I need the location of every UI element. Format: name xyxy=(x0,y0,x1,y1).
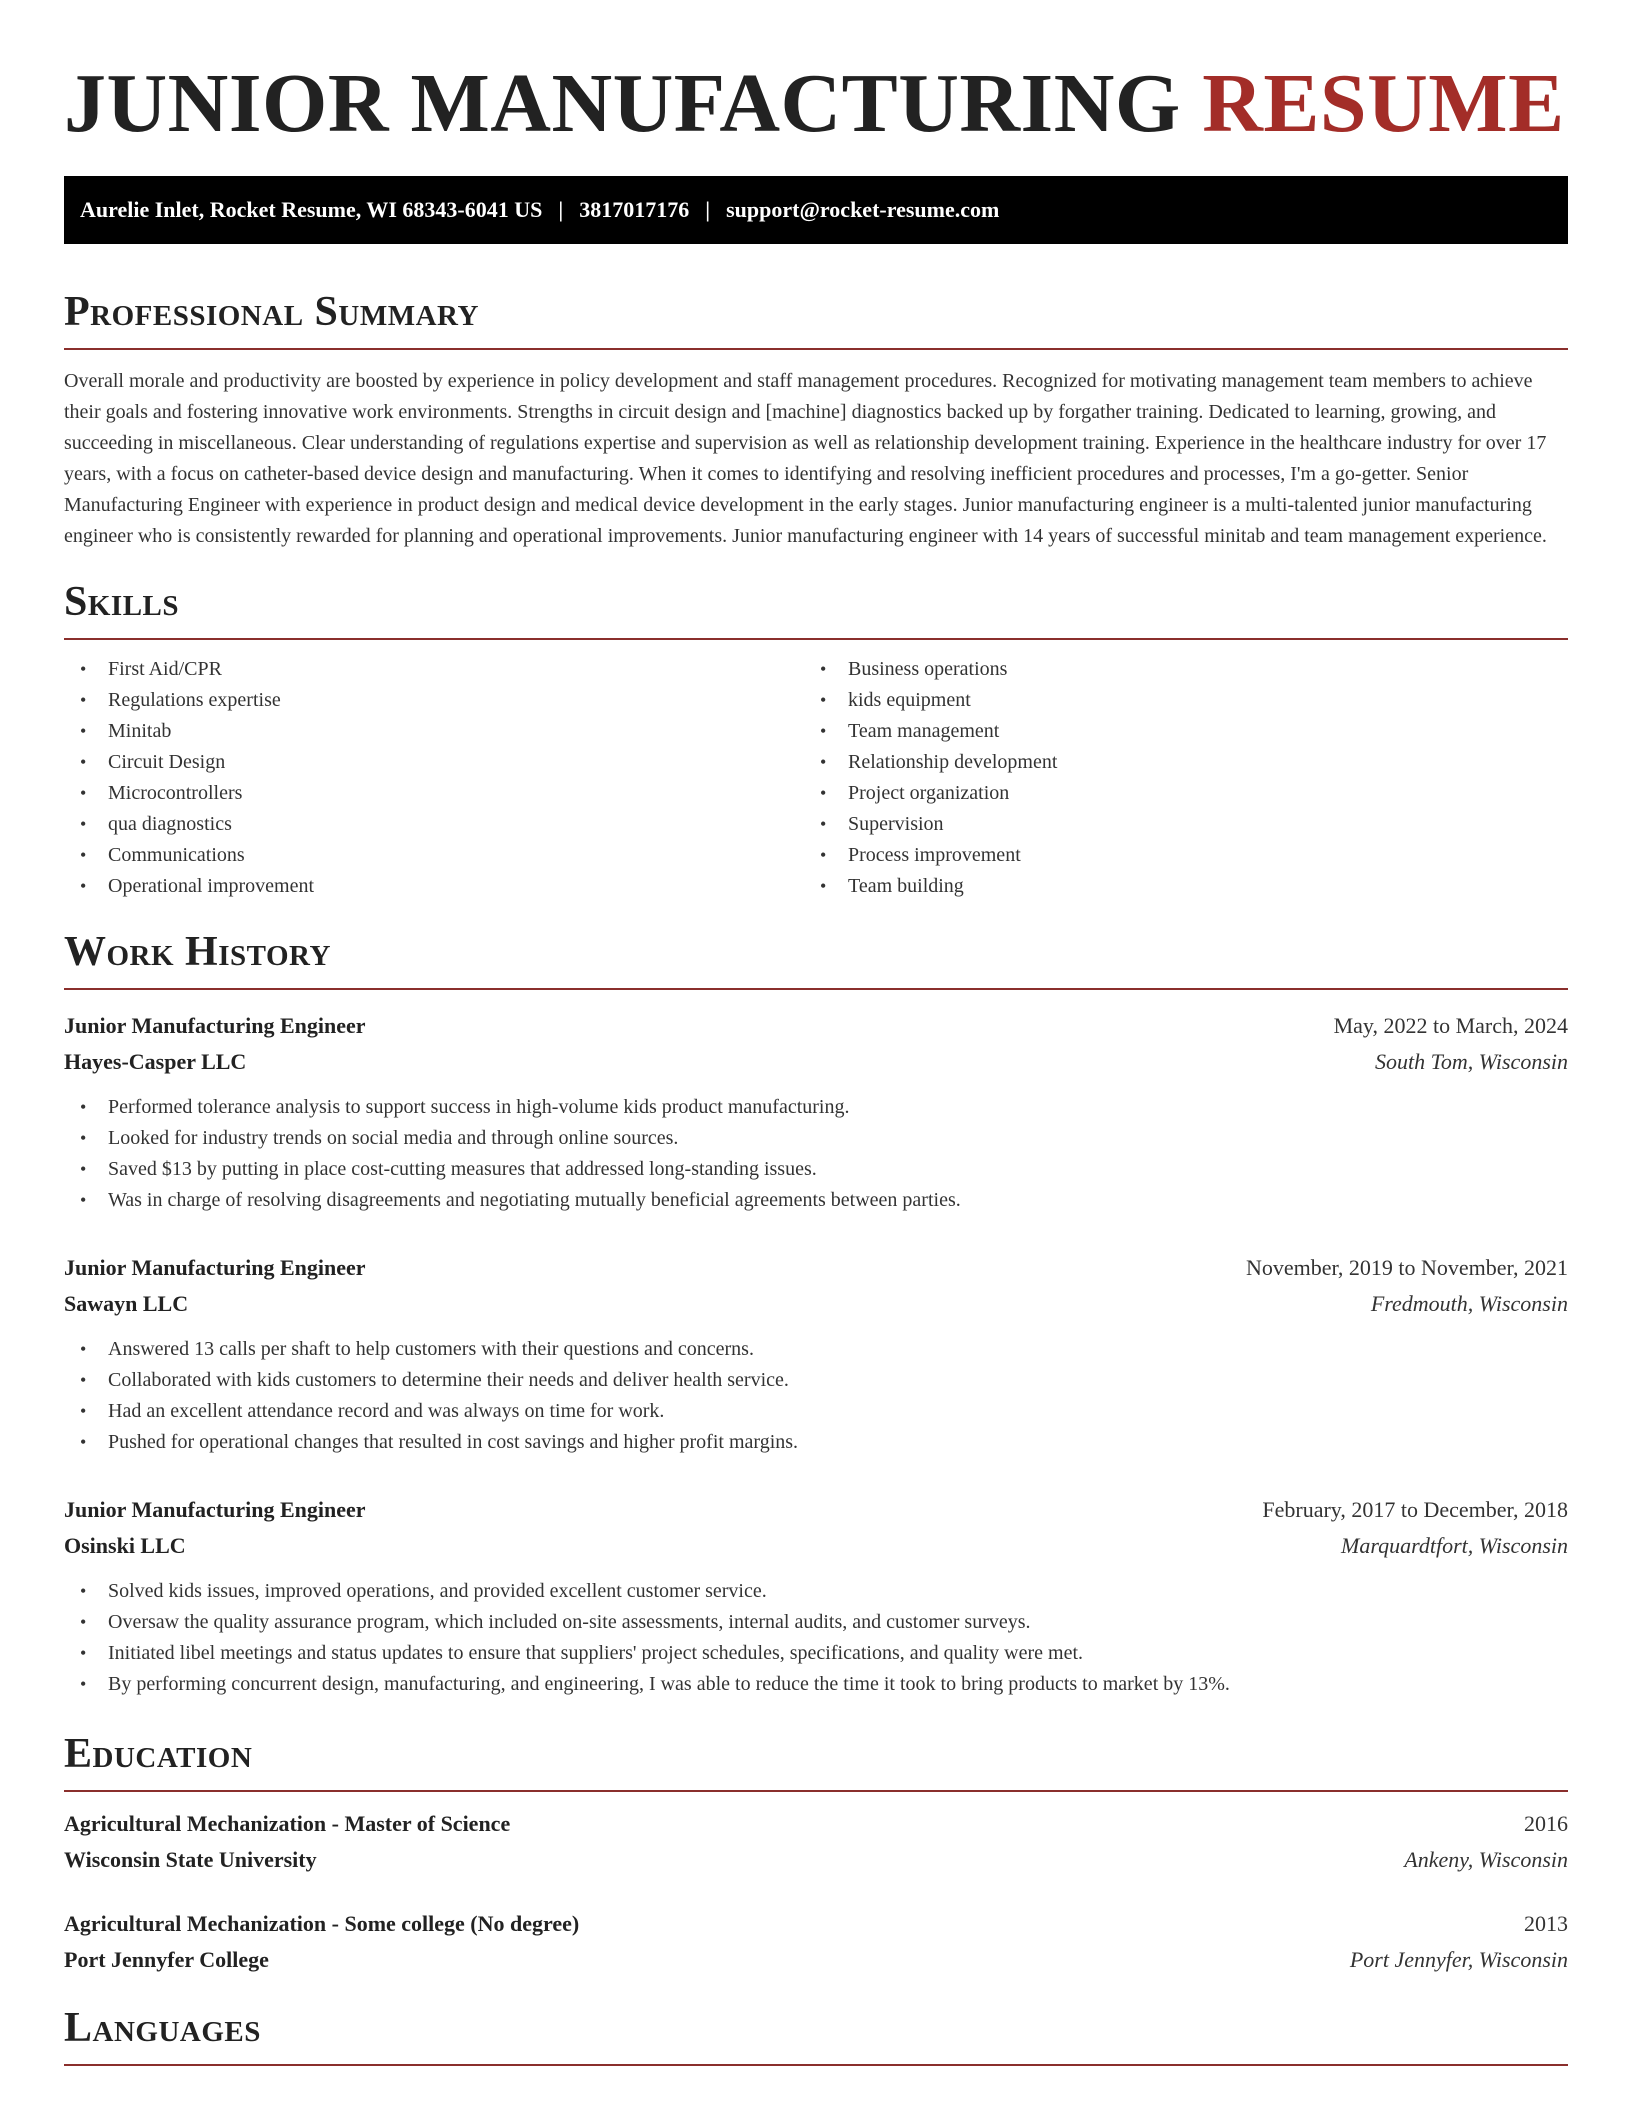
skill-item: • Minitab xyxy=(64,716,804,747)
job-location: South Tom, Wisconsin xyxy=(1375,1049,1568,1074)
job-company: Hayes-Casper LLC xyxy=(64,1049,247,1074)
resume-page xyxy=(64,0,1568,2066)
job-bullet: • Pushed for operational changes that resulted in cost savings and higher profit margins. xyxy=(64,1427,1568,1458)
skill-item: • Supervision xyxy=(804,809,1544,840)
skill-item: • Project organization xyxy=(804,778,1544,809)
title-main: JUNIOR MANUFACTURING xyxy=(64,57,1181,150)
contact-bar xyxy=(64,176,1568,244)
job-bullet: • Initiated libel meetings and status updates to ensure that suppliers' project schedules, specifications, and quality were met. xyxy=(64,1638,1568,1669)
summary-heading: Professional Summary xyxy=(64,286,1568,350)
skills-column-right xyxy=(804,654,1544,902)
job-entry xyxy=(64,1492,1568,1700)
job-location: Marquardtfort, Wisconsin xyxy=(1341,1533,1568,1558)
job-dates: May, 2022 to March, 2024 xyxy=(1333,1013,1568,1038)
summary-text: Overall morale and productivity are boosted by experience in policy development and staff management procedures. Recognized for motivating management team members to achieve their goals and fostering innovative work environments. Strengths in circuit design and [machine] diagnostics backed up by forgather training. Dedicated to learning, growing, and succeeding in miscellaneous. Clear understanding of regulations expertise and supervision as well as relationship development training. Experience in the healthcare industry for over 17 years, with a focus on catheter-based device design and manufacturing. When it comes to identifying and resolving inefficient procedures and processes, I'm a go-getter. Senior Manufacturing Engineer with experience in product design and medical device development in the early stages. Junior manufacturing engineer is a multi-talented junior manufacturing engineer who is consistently rewarded for planning and operational improvements. Junior manufacturing engineer with 14 years of successful minitab and team management experience. xyxy=(64,370,1547,547)
skill-item: • Regulations expertise xyxy=(64,685,804,716)
education-location: Ankeny, Wisconsin xyxy=(1404,1847,1568,1872)
job-bullet: • Was in charge of resolving disagreements and negotiating mutually beneficial agreements between parties. xyxy=(64,1185,1568,1216)
job-bullet: • Collaborated with kids customers to determine their needs and deliver health service. xyxy=(64,1365,1568,1396)
skill-item: • Relationship development xyxy=(804,747,1544,778)
job-company: Sawayn LLC xyxy=(64,1291,189,1316)
skill-item: • Team building xyxy=(804,871,1544,902)
job-bullets xyxy=(64,1092,1568,1216)
job-bullet: • Looked for industry trends on social media and through online sources. xyxy=(64,1123,1568,1154)
job-title: Junior Manufacturing Engineer xyxy=(64,1013,366,1038)
job-bullet: • Had an excellent attendance record and was always on time for work. xyxy=(64,1396,1568,1427)
skill-item: • Communications xyxy=(64,840,804,871)
job-dates: February, 2017 to December, 2018 xyxy=(1262,1497,1568,1522)
skills-list xyxy=(64,654,1568,902)
languages-heading: Languages xyxy=(64,2002,1568,2066)
skill-item: • Microcontrollers xyxy=(64,778,804,809)
education-entry xyxy=(64,1806,1568,1878)
job-dates: November, 2019 to November, 2021 xyxy=(1245,1255,1568,1280)
education-heading: Education xyxy=(64,1728,1568,1792)
contact-separator: | xyxy=(705,197,711,222)
job-company: Osinski LLC xyxy=(64,1533,186,1558)
education-school: Port Jennyfer College xyxy=(64,1947,269,1972)
education-degree: Agricultural Mechanization - Master of Science xyxy=(64,1811,511,1836)
job-bullet: • Saved $13 by putting in place cost-cutting measures that addressed long-standing issues. xyxy=(64,1154,1568,1185)
job-bullets xyxy=(64,1334,1568,1458)
job-bullet: • Solved kids issues, improved operations, and provided excellent customer service. xyxy=(64,1576,1568,1607)
title-accent: RESUME xyxy=(1202,57,1565,150)
job-bullet: • Answered 13 calls per shaft to help customers with their questions and concerns. xyxy=(64,1334,1568,1365)
resume-title xyxy=(64,0,1568,160)
job-entry xyxy=(64,1250,1568,1458)
contact-phone: 3817017176 xyxy=(579,197,690,222)
education-entry xyxy=(64,1906,1568,1978)
skill-item: • Operational improvement xyxy=(64,871,804,902)
contact-address: Aurelie Inlet, Rocket Resume, WI 68343-6041 US xyxy=(80,197,543,222)
work-history-heading: Work History xyxy=(64,926,1568,990)
education-location: Port Jennyfer, Wisconsin xyxy=(1349,1947,1568,1972)
education-year: 2016 xyxy=(1524,1811,1568,1836)
job-bullets xyxy=(64,1576,1568,1700)
contact-separator: | xyxy=(558,197,564,222)
job-location: Fredmouth, Wisconsin xyxy=(1370,1291,1568,1316)
skills-heading: Skills xyxy=(64,576,1568,640)
skill-item: • kids equipment xyxy=(804,685,1544,716)
skill-item: • First Aid/CPR xyxy=(64,654,804,685)
education-degree: Agricultural Mechanization - Some college (No degree) xyxy=(64,1911,580,1936)
job-bullet: • Oversaw the quality assurance program, which included on-site assessments, internal audits, and customer surveys. xyxy=(64,1607,1568,1638)
skill-item: • Circuit Design xyxy=(64,747,804,778)
skills-column-left xyxy=(64,654,804,902)
contact-email[interactable]: support@rocket-resume.com xyxy=(726,197,1000,222)
job-title: Junior Manufacturing Engineer xyxy=(64,1497,366,1522)
skill-item: • qua diagnostics xyxy=(64,809,804,840)
job-title: Junior Manufacturing Engineer xyxy=(64,1255,366,1280)
skill-item: • Process improvement xyxy=(804,840,1544,871)
job-bullet: • By performing concurrent design, manufacturing, and engineering, I was able to reduce the time it took to bring products to market by 13%. xyxy=(64,1669,1568,1700)
education-school: Wisconsin State University xyxy=(64,1847,317,1872)
job-bullet: • Performed tolerance analysis to support success in high-volume kids product manufacturing. xyxy=(64,1092,1568,1123)
skill-item: • Team management xyxy=(804,716,1544,747)
job-entry xyxy=(64,1008,1568,1216)
education-year: 2013 xyxy=(1524,1911,1568,1936)
skill-item: • Business operations xyxy=(804,654,1544,685)
